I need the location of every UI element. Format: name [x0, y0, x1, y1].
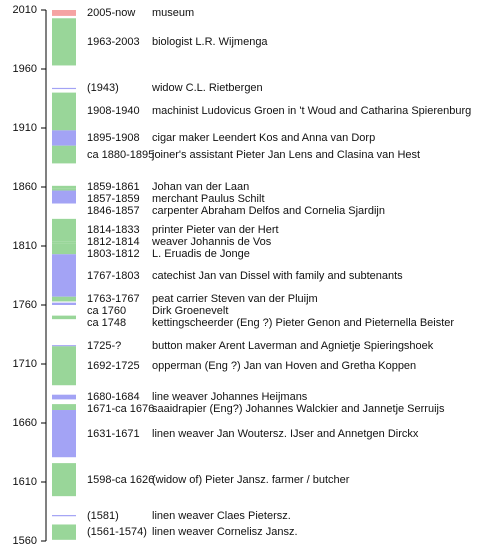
occupant-label: (widow of) Pieter Jansz. farmer / butcher [152, 473, 350, 486]
period-label: (1561-1574) [87, 526, 147, 539]
occupancy-bar [52, 297, 76, 302]
period-label: 1895-1908 [87, 132, 140, 145]
period-label: 1767-1803 [87, 269, 140, 282]
occupant-label: L. Eruadis de Jonge [152, 248, 250, 261]
occupancy-bar [52, 18, 76, 65]
occupancy-bar [52, 186, 76, 188]
year-tick-label: 1760 [12, 299, 37, 311]
year-tick-label: 1610 [12, 476, 37, 488]
period-label: 1963-2003 [87, 35, 140, 48]
occupancy-bar [52, 241, 76, 243]
occupant-label: linen weaver Jan Woutersz. IJser and Annetgen Dirckx [152, 427, 419, 440]
period-label: 1857-1859 [87, 193, 140, 205]
year-tick-label: 1960 [12, 63, 37, 75]
period-label: 1846-1857 [87, 205, 140, 217]
period-label: (1581) [87, 509, 119, 522]
year-tick-label: 1860 [12, 181, 37, 193]
period-label: 1803-1812 [87, 248, 140, 261]
occupancy-bar [52, 188, 76, 190]
year-tick-label: 1810 [12, 240, 37, 252]
occupancy-bar [52, 130, 76, 145]
occupancy-bar [52, 10, 76, 16]
occupant-label: line weaver Johannes Heijmans [152, 391, 308, 404]
year-tick-label: 1910 [12, 122, 37, 134]
period-label: 1631-1671 [87, 427, 140, 440]
occupant-label: cigar maker Leendert Kos and Anna van Dorp [152, 132, 376, 145]
occupant-label: opperman (Eng ?) Jan van Hoven and Gretha Koppen [152, 359, 417, 372]
occupant-label: weaver Johannis de Vos [152, 236, 272, 249]
period-label: 1814-1833 [87, 224, 140, 237]
occupancy-bar [52, 345, 76, 346]
period-label: 1763-1767 [87, 293, 140, 306]
period-label: 1859-1861 [87, 181, 140, 193]
occupant-label: printer Pieter van der Hert [152, 224, 279, 237]
occupancy-bar [52, 191, 76, 204]
occupant-label: merchant Paulus Schilt [152, 193, 265, 205]
year-tick-label: 2010 [12, 4, 37, 16]
period-label: 1680-1684 [87, 391, 140, 404]
occupancy-bar [52, 346, 76, 385]
occupant-label: saaidrapier (Eng?) Johannes Walckier and Jannetje Serruijs [152, 403, 445, 416]
period-label: ca 1760 [87, 305, 127, 318]
occupant-label: linen weaver Claes Pietersz. [152, 509, 291, 522]
occupant-label: Johan van der Laan [152, 181, 250, 193]
year-tick-label: 1710 [12, 358, 37, 370]
period-label: 1692-1725 [87, 359, 140, 372]
occupant-label: museum [152, 6, 195, 19]
occupant-label: joiner's assistant Pieter Jan Lens and Clasina van Hest [152, 148, 421, 161]
period-label: 1908-1940 [87, 105, 140, 118]
occupant-label: Dirk Groenevelt [152, 305, 229, 318]
occupancy-bar [52, 395, 76, 400]
occupant-label: catechist Jan van Dissel with family and subtenants [152, 269, 403, 282]
occupant-label: kettingscheerder (Eng ?) Pieter Genon and Pieternella Beister [152, 317, 455, 330]
occupancy-bar [52, 524, 76, 539]
occupant-label: carpenter Abraham Delfos and Cornelia Sjardijn [152, 205, 385, 217]
occupancy-bar [52, 219, 76, 241]
occupancy-bar [52, 93, 76, 131]
period-label: ca 1748 [87, 317, 127, 330]
occupant-label: peat carrier Steven van der Pluijm [152, 293, 318, 306]
occupancy-bar [52, 404, 76, 410]
period-label: 2005-now [87, 6, 136, 19]
occupant-label: machinist Ludovicus Groen in 't Woud and Catharina Spierenburg [152, 105, 472, 118]
occupancy-bar [52, 463, 76, 496]
year-tick-label: 1660 [12, 417, 37, 429]
occupancy-bar [52, 515, 76, 516]
period-label: 1725-? [87, 339, 122, 352]
occupancy-bar [52, 254, 76, 296]
period-label: 1598-ca 1626 [87, 473, 155, 486]
period-label: 1812-1814 [87, 236, 140, 249]
period-label: 1671-ca 1676 [87, 403, 155, 416]
occupancy-bar [52, 88, 76, 89]
occupant-label: button maker Arent Laverman and Agnietje Spieringshoek [152, 339, 434, 352]
occupant-label: linen weaver Cornelisz Jansz. [152, 526, 298, 539]
occupancy-bar [52, 146, 76, 164]
occupant-label: widow C.L. Rietbergen [152, 82, 263, 95]
occupant-label: biologist L.R. Wijmenga [152, 35, 268, 48]
occupancy-bar [52, 303, 76, 305]
year-tick-label: 1560 [12, 535, 37, 547]
occupancy-bar [52, 244, 76, 255]
period-label: (1943) [87, 82, 119, 95]
period-label: ca 1880-1895 [87, 148, 155, 161]
occupancy-bar [52, 316, 76, 320]
occupancy-bar [52, 410, 76, 457]
